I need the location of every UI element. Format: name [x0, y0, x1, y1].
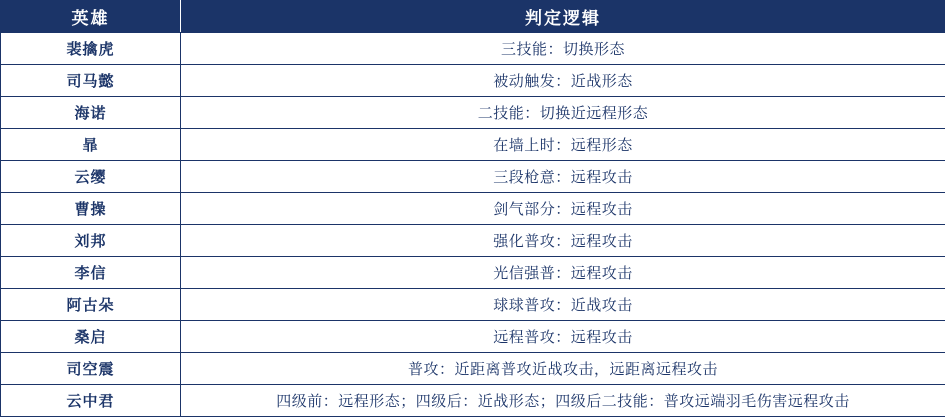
- cell-logic: 强化普攻：远程攻击: [181, 225, 945, 257]
- cell-hero: 司马懿: [1, 65, 181, 97]
- table-body: [1, 33, 945, 417]
- table-header-row: [1, 1, 945, 33]
- table-row: [1, 321, 945, 353]
- cell-hero: 云中君: [1, 385, 181, 417]
- table-row: [1, 257, 945, 289]
- table-row: [1, 65, 945, 97]
- cell-logic: 三技能：切换形态: [181, 33, 945, 65]
- cell-hero: 曹操: [1, 193, 181, 225]
- cell-logic: 剑气部分：远程攻击: [181, 193, 945, 225]
- cell-hero: 司空震: [1, 353, 181, 385]
- table-row: [1, 289, 945, 321]
- cell-hero: 裴擒虎: [1, 33, 181, 65]
- cell-logic: 普攻：近距离普攻近战攻击，远距离远程攻击: [181, 353, 945, 385]
- column-header-hero: 英雄: [1, 1, 181, 33]
- cell-logic: 在墙上时：远程形态: [181, 129, 945, 161]
- cell-logic: 四级前：远程形态；四级后：近战形态；四级后二技能：普攻远端羽毛伤害远程攻击: [181, 385, 945, 417]
- table-row: [1, 193, 945, 225]
- cell-hero: 刘邦: [1, 225, 181, 257]
- table-row: [1, 97, 945, 129]
- cell-logic: 二技能：切换近远程形态: [181, 97, 945, 129]
- table-row: [1, 129, 945, 161]
- cell-logic: 远程普攻：远程攻击: [181, 321, 945, 353]
- cell-hero: 云缨: [1, 161, 181, 193]
- table-row: [1, 353, 945, 385]
- table-row: [1, 385, 945, 417]
- cell-logic: 三段枪意：远程攻击: [181, 161, 945, 193]
- table-row: [1, 225, 945, 257]
- cell-hero: 阿古朵: [1, 289, 181, 321]
- cell-logic: 被动触发：近战形态: [181, 65, 945, 97]
- cell-logic: 球球普攻：近战攻击: [181, 289, 945, 321]
- cell-hero: 暃: [1, 129, 181, 161]
- cell-hero: 海诺: [1, 97, 181, 129]
- cell-logic: 光信强普：远程攻击: [181, 257, 945, 289]
- table-row: [1, 161, 945, 193]
- column-header-logic: 判定逻辑: [181, 1, 945, 33]
- table-row: [1, 33, 945, 65]
- cell-hero: 李信: [1, 257, 181, 289]
- table-header: [1, 1, 945, 33]
- cell-hero: 桑启: [1, 321, 181, 353]
